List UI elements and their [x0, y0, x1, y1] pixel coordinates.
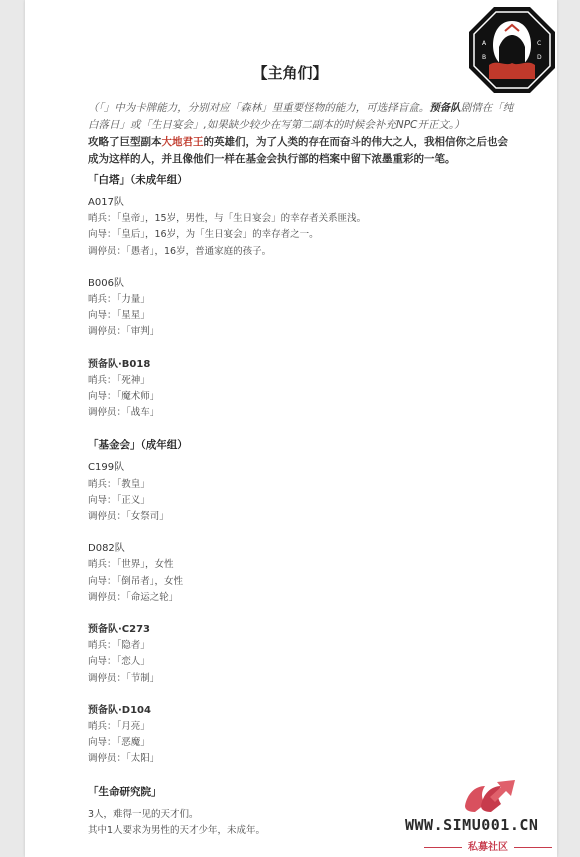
team-member-line: 向导：「倒吊者」，女性 [88, 575, 184, 587]
intro-note-text-2: 剧情在「纯白落日」或「生日宴会」,如果缺少较少在写第二副本的时候会补充NPC开正文。） [88, 102, 514, 131]
group-white-tower [88, 172, 528, 421]
character-list [88, 172, 528, 855]
svg-text:A: A [482, 40, 487, 47]
group-title: 「基金会」（成年组） [88, 439, 188, 452]
intro-note-highlight: 预备队 [429, 102, 461, 114]
team-b006 [88, 276, 528, 341]
team-member-line: 其中1人要求为男性的天才少年，未成年。 [88, 824, 266, 836]
team-name: A017队 [88, 197, 124, 208]
team-member-line: 调停员：「节制」 [88, 672, 160, 684]
team-member-line: 调停员：「战车」 [88, 407, 160, 419]
team-member-line: 哨兵：「世界」，女性 [88, 559, 174, 571]
group-title: 「生命研究院」 [88, 785, 162, 798]
intro-paragraph [88, 134, 518, 168]
watermark-subtitle: 私募社区 [413, 838, 563, 853]
team-name: D082队 [88, 543, 125, 555]
group-foundation [88, 437, 528, 767]
team-member-line: 向导：「正义」 [88, 494, 150, 506]
svg-text:D: D [537, 54, 542, 61]
team-member-line: 向导：「星星」 [88, 310, 150, 322]
team-a017 [88, 195, 528, 260]
team-name: 预备队·B018 [88, 358, 151, 370]
team-member-line: 调停员：「命运之轮」 [88, 591, 179, 603]
team-member-line: 向导：「魔术师」 [88, 391, 160, 403]
page-title: 【主角们】 [252, 64, 328, 82]
intro-highlight-red: 大地君王 [161, 136, 204, 148]
team-reserve-b018 [88, 357, 528, 422]
team-member-line: 哨兵：「隐者」 [88, 640, 150, 652]
team-member-line: 向导：「皇后」，16岁，为「生日宴会」的幸存者之一。 [88, 229, 319, 241]
team-member-line: 调停员：「女祭司」 [88, 511, 169, 523]
svg-text:B: B [482, 54, 487, 61]
team-reserve-c273 [88, 622, 528, 687]
team-member-line: 哨兵：「皇帝」，15岁，男性，与「生日宴会」的幸存者关系匪浅。 [88, 213, 367, 225]
team-d082 [88, 541, 528, 606]
team-member-line: 向导：「恶魔」 [88, 737, 150, 749]
watermark-text: WWW.SIMU001.CN [405, 816, 539, 834]
svg-text:C: C [537, 40, 542, 47]
intro-note-text-1: （「」中为卡牌能力，分别对应「森林」里重要怪物的能力，可选择盲盒。 [88, 102, 430, 114]
group-title: 「白塔」（未成年组） [88, 174, 188, 186]
team-name: B006队 [88, 277, 124, 289]
team-member-line: 向导：「恋人」 [88, 656, 150, 668]
team-name: C199队 [88, 462, 125, 474]
team-member-line: 调停员：「太阳」 [88, 753, 160, 765]
team-reserve-d104 [88, 703, 528, 768]
team-member-line: 哨兵：「力量」 [88, 294, 150, 306]
team-member-line: 3人，难得一见的天才们。 [88, 808, 199, 820]
simu-logo-icon [459, 776, 519, 816]
team-member-line: 调停员：「审判」 [88, 326, 160, 338]
intro-paragraph-text-1: 攻略了巨型副本 [88, 136, 162, 148]
intro-paragraph-text-2: 的英雄们，为了人类的存在而奋斗的伟大之人，我相信你之后也会成为这样的人，并且像他们一样在基金会执行部的档案中留下浓墨重彩的一笔。 [88, 136, 508, 165]
team-c199 [88, 460, 528, 525]
team-member-line: 调停员：「愚者」，16岁，普通家庭的孩子。 [88, 245, 272, 257]
team-member-line: 哨兵：「月亮」 [88, 721, 150, 733]
team-name: 预备队·D104 [88, 704, 151, 716]
team-name: 预备队·C273 [88, 624, 151, 636]
team-member-line: 哨兵：「死神」 [88, 374, 150, 386]
team-member-line: 哨兵：「教皇」 [88, 478, 150, 490]
intro-note [88, 100, 518, 134]
